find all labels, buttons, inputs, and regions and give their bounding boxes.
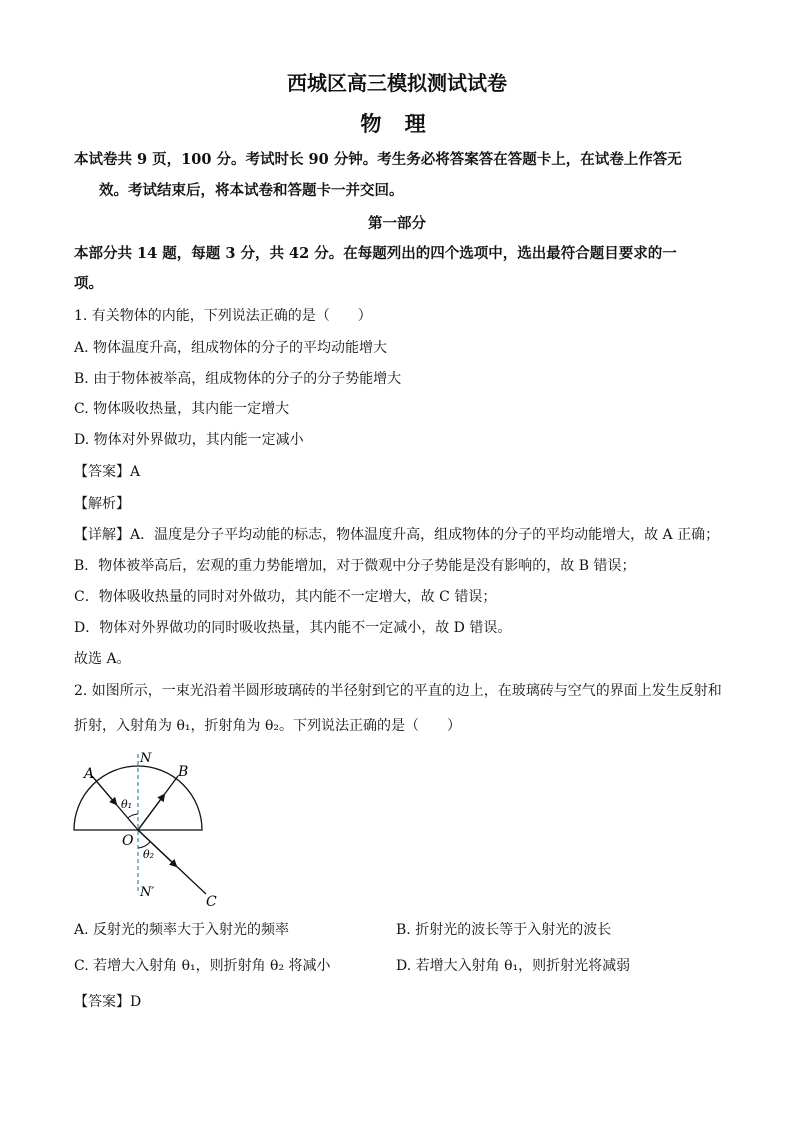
section-desc-line-1: 本部分共 14 题，每题 3 分，共 42 分。在每题列出的四个选项中，选出最符合题目要求的一 — [74, 245, 677, 262]
question-1-conclusion: 故选 A。 — [74, 651, 131, 667]
section-desc-line-2: 项。 — [74, 275, 103, 292]
label-c: C — [206, 894, 217, 910]
label-n: N — [140, 751, 152, 766]
label-a: A — [84, 766, 95, 782]
question-2-option-d: D. 若增大入射角 θ₁，则折射光将减弱 — [396, 958, 631, 974]
instructions-line-2: 效。考试结束后，将本试卷和答题卡一并交回。 — [99, 182, 404, 199]
question-2-stem-line-1: 2. 如图所示，一束光沿着半圆形玻璃砖的半径射到它的平直的边上，在玻璃砖与空气的界面上发生反射和 — [74, 683, 722, 699]
question-1-detail-d: D．物体对外界做功的同时吸收热量，其内能不一定减小，故 D 错误。 — [74, 620, 512, 636]
question-1-detail-b: B．物体被举高后，宏观的重力势能增加，对于微观中分子势能是没有影响的，故 B 错误； — [74, 558, 636, 574]
question-2-stem-line-2: 折射，入射角为 θ₁，折射角为 θ₂。下列说法正确的是（ ） — [74, 718, 461, 734]
question-2-option-c: C. 若增大入射角 θ₁，则折射角 θ₂ 将减小 — [74, 958, 331, 974]
question-1-answer: 【答案】A — [74, 464, 141, 480]
question-1-analysis-label: 【解析】 — [74, 496, 130, 512]
question-2-option-a: A. 反射光的频率大于入射光的频率 — [74, 922, 290, 938]
section-title: 第一部分 — [368, 215, 426, 232]
instructions-line-1: 本试卷共 9 页，100 分。考试时长 90 分钟。考生务必将答案答在答题卡上，在试卷上作答无 — [74, 151, 682, 168]
exam-title: 西城区高三模拟测试试卷 — [287, 71, 507, 95]
label-n-prime: N′ — [140, 885, 155, 900]
label-o: O — [122, 833, 134, 849]
question-1-stem: 1. 有关物体的内能，下列说法正确的是（ ） — [74, 308, 372, 324]
question-1-detail-c: C．物体吸收热量的同时对外做功，其内能不一定增大，故 C 错误； — [74, 589, 497, 605]
question-1-option-c: C. 物体吸收热量，其内能一定增大 — [74, 401, 290, 417]
refraction-diagram — [66, 744, 226, 914]
label-theta2: θ₂ — [143, 848, 155, 861]
question-1-detail-a: 【详解】A．温度是分子平均动能的标志，物体温度升高，组成物体的分子的平均动能增大，故 A 正确； — [74, 527, 720, 543]
label-b: B — [178, 764, 189, 780]
subject-title: 物 理 — [360, 111, 434, 136]
question-1-option-d: D. 物体对外界做功，其内能一定减小 — [74, 432, 304, 448]
question-1-option-b: B. 由于物体被举高，组成物体的分子的分子势能增大 — [74, 371, 402, 387]
question-1-option-a: A. 物体温度升高，组成物体的分子的平均动能增大 — [74, 340, 388, 356]
label-theta1: θ₁ — [121, 798, 133, 811]
question-2-answer: 【答案】D — [74, 994, 142, 1010]
question-2-option-b: B. 折射光的波长等于入射光的波长 — [396, 922, 612, 938]
